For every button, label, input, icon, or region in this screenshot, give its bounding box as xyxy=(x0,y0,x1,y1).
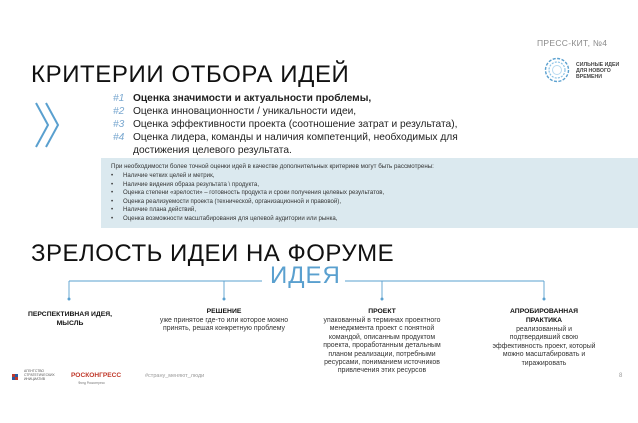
stage-2-desc: уже принятое где-то или которое можно принять, решая конкретную проблему xyxy=(159,317,289,333)
stage-3-title: ПРОЕКТ xyxy=(368,308,396,315)
bullet: • xyxy=(111,206,114,214)
criterion-text: Оценка эффективности проекта (соотношение затрат и результата), xyxy=(133,119,458,130)
section-title-criteria: КРИТЕРИИ ОТБОРА ИДЕЙ xyxy=(31,61,350,88)
asi-logo-text: АГЕНТСТВО СТРАТЕГИЧЕСКИХ ИНИЦИАТИВ xyxy=(24,369,55,381)
criterion-number: #1 xyxy=(113,93,125,104)
criterion-text: Оценка значимости и актуальности проблемы, xyxy=(133,93,372,104)
criterion-number: #4 xyxy=(113,132,125,143)
stage-3-desc: упакованный в терминах проектного менеджмента проект с понятной командой, описанным продуктом проекта, проработанным детальным планом реализации, потребными ресурсами, пониманием источников привлечения этих ресурсов xyxy=(323,317,441,375)
bullet: • xyxy=(111,172,114,179)
list-item-text: Наличие плана действий, xyxy=(123,206,197,214)
bullet: • xyxy=(111,180,114,188)
section-title-maturity: ЗРЕЛОСТЬ ИДЕИ НА ФОРУМЕ xyxy=(31,240,395,267)
forum-logo-text: СИЛЬНЫЕ ИДЕИ ДЛЯ НОВОГО ВРЕМЕНИ xyxy=(576,62,620,80)
criterion-number: #3 xyxy=(113,119,125,130)
list-item-text: Наличие видения образа результата \ продукта, xyxy=(123,180,260,188)
list-item-text: Оценка степени «зрелости» – готовность продукта и сроки получения целевых результатов, xyxy=(123,189,385,197)
roscongress-logo: РОСКОНГРЕСС xyxy=(71,372,122,379)
list-item-text: Наличие четких целей и метрик, xyxy=(123,172,215,179)
stage-2-title: РЕШЕНИЕ xyxy=(206,308,242,315)
idea-root-label: ИДЕЯ xyxy=(270,262,341,289)
stage-1-title: ПЕРСПЕКТИВНАЯ ИДЕЯ, МЫСЛЬ xyxy=(28,311,112,327)
criterion-text: Оценка лидера, команды и наличия компетенций, необходимых для xyxy=(133,132,458,143)
list-item-text: Оценка реализуемости проекта (технической, организационной и правовой), xyxy=(123,197,342,205)
page-number: 8 xyxy=(619,373,623,379)
criterion-text: Оценка инновационности / уникальности идеи, xyxy=(133,106,357,117)
press-kit-label: ПРЕСС-КИТ, №4 xyxy=(537,38,608,48)
bullet: • xyxy=(111,189,114,197)
bullet: • xyxy=(111,214,114,222)
stage-4-title: АПРОБИРОВАННАЯ ПРАКТИКА xyxy=(509,308,579,324)
additional-criteria-intro: При необходимости более точной оценки идей в качестве дополнительных критериев могут быть рассмотрены: xyxy=(111,163,434,170)
roscongress-logo-subtitle: Фонд Росконгресс xyxy=(78,381,105,385)
footer-hashtag: #страну_меняют_люди xyxy=(145,373,205,379)
list-item-text: Оценка возможности масштабирования для целевой аудитории или рынка, xyxy=(123,214,338,222)
bullet: • xyxy=(111,197,114,205)
criterion-4-continuation: достижения целевого результата. xyxy=(133,145,292,156)
stage-4-desc: реализованный и подтвердивший свою эффективность проект, который можно масштабировать и тиражировать xyxy=(492,326,596,367)
criterion-number: #2 xyxy=(113,106,125,117)
